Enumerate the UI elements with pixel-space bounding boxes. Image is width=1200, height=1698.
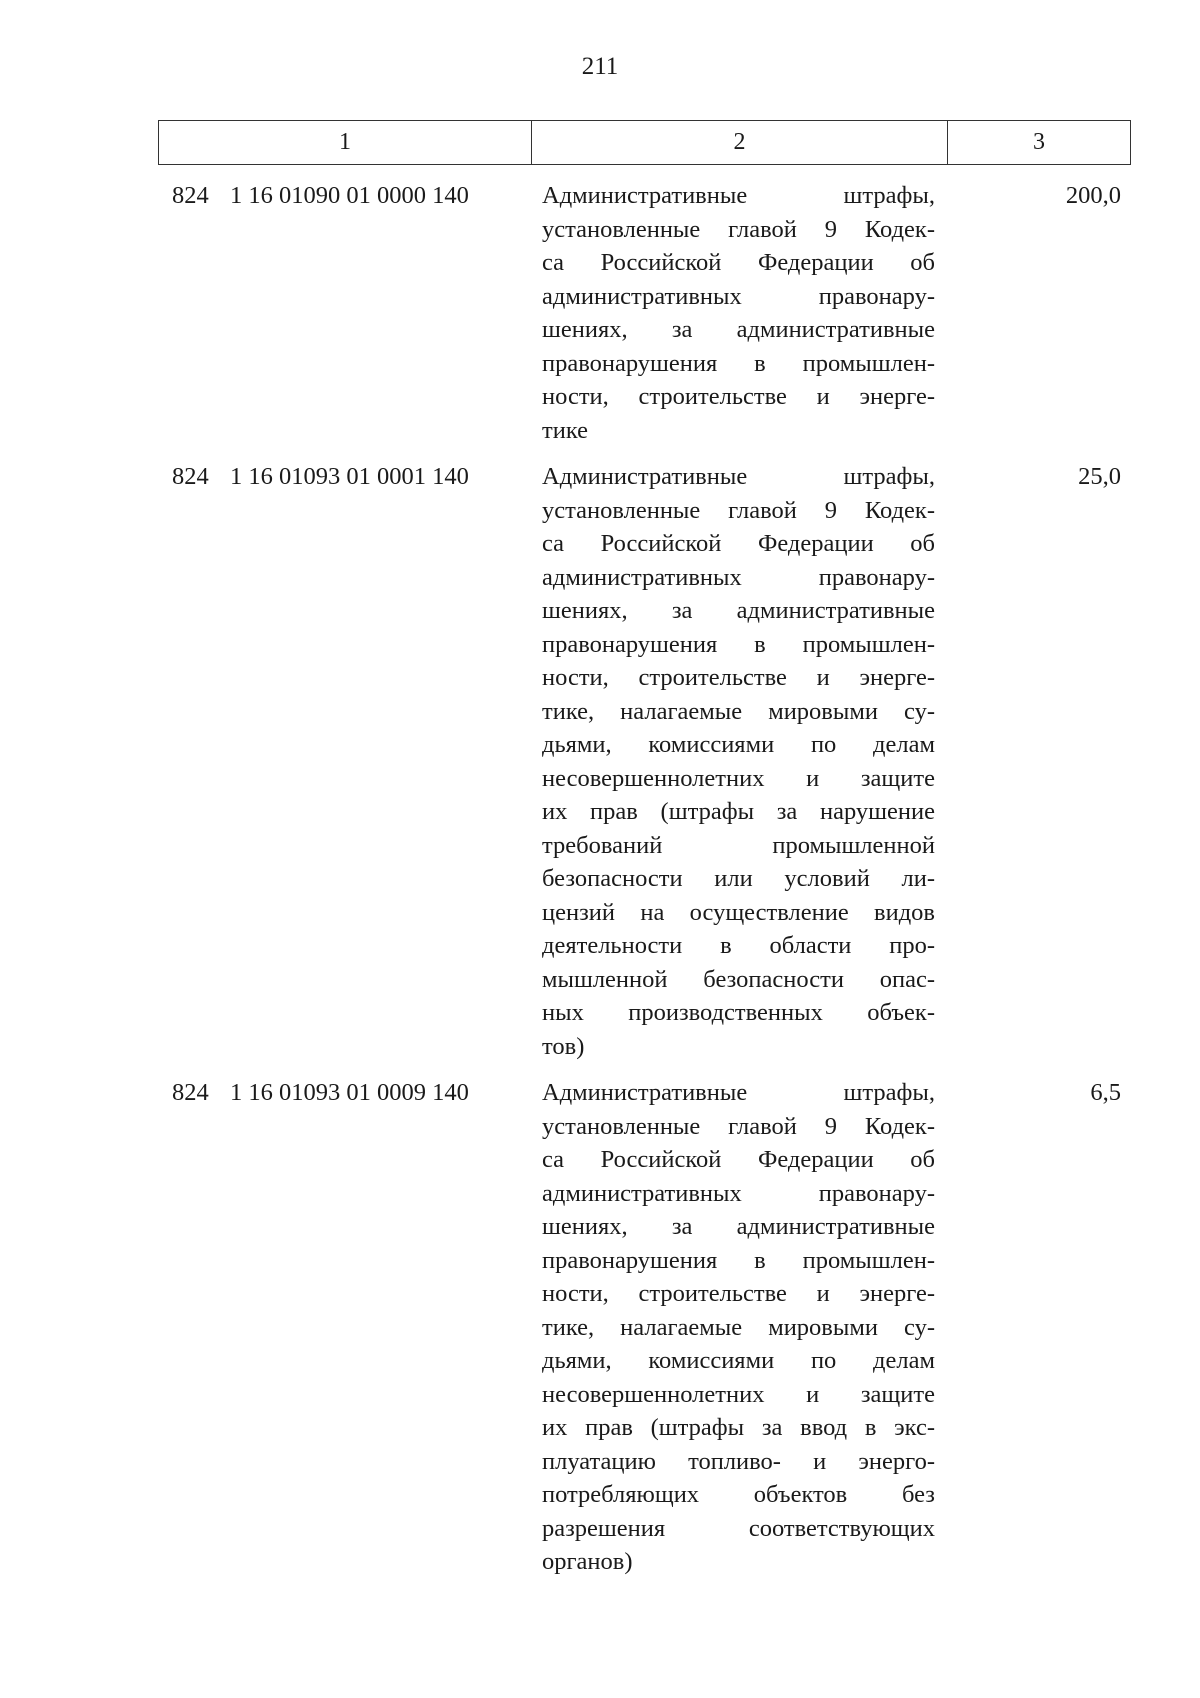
description-line: административных правонару- bbox=[542, 563, 935, 591]
budget-classification-code-cell: 1 16 01093 01 0001 140 bbox=[230, 463, 469, 490]
description-cell bbox=[530, 1076, 945, 1579]
budget-classification-code-cell: 1 16 01090 01 0000 140 bbox=[230, 182, 469, 209]
description-line: тике, налагаемые мировыми су- bbox=[542, 697, 935, 725]
description-line: ности, строительстве и энерге- bbox=[542, 1280, 935, 1307]
description-cell bbox=[530, 460, 945, 1063]
description-line: установленные главой 9 Кодек- bbox=[542, 496, 935, 524]
description-line: ности, строительстве и энерге- bbox=[542, 664, 935, 691]
description-line: тов) bbox=[542, 1032, 585, 1060]
description-line: са Российской Федерации об bbox=[542, 1146, 935, 1173]
description-line: цензий на осуществление видов bbox=[542, 898, 935, 926]
description-line: правонарушения в промышлен- bbox=[542, 349, 935, 377]
description-line: шениях, за административные bbox=[542, 597, 935, 624]
description-line: тике, налагаемые мировыми су- bbox=[542, 1313, 935, 1341]
description-line: административных правонару- bbox=[542, 282, 935, 310]
description-line: ных производственных объек- bbox=[542, 999, 935, 1026]
description-line: несовершеннолетних и защите bbox=[542, 764, 935, 792]
description-line: требований промышленной bbox=[542, 831, 935, 859]
admin-code-cell: 824 bbox=[172, 182, 209, 209]
description-line: деятельности в области про- bbox=[542, 932, 935, 959]
description-line: шениях, за административные bbox=[542, 316, 935, 343]
description-line: правонарушения в промышлен- bbox=[542, 630, 935, 658]
description-line: их прав (штрафы за ввод в экс- bbox=[542, 1414, 935, 1441]
description-line: са Российской Федерации об bbox=[542, 249, 935, 276]
amount-cell: 25,0 bbox=[1078, 463, 1121, 490]
page-number: 211 bbox=[581, 53, 619, 80]
description-line: административных правонару- bbox=[542, 1179, 935, 1207]
table-row bbox=[158, 179, 1131, 447]
table-row bbox=[158, 460, 1131, 1063]
description-line: мышленной безопасности опас- bbox=[542, 965, 935, 993]
description-line: Административные штрафы, bbox=[542, 1079, 935, 1106]
description-line: установленные главой 9 Кодек- bbox=[542, 1112, 935, 1140]
admin-code-cell: 824 bbox=[172, 463, 209, 490]
description-line: плуатацию топливо- и энерго- bbox=[542, 1447, 935, 1475]
description-line: дьями, комиссиями по делам bbox=[542, 1347, 935, 1374]
description-line: потребляющих объектов без bbox=[542, 1481, 935, 1508]
amount-cell: 200,0 bbox=[1065, 182, 1121, 209]
description-line: их прав (штрафы за нарушение bbox=[542, 798, 935, 825]
budget-classification-code-cell: 1 16 01093 01 0009 140 bbox=[230, 1079, 469, 1106]
description-line: шениях, за административные bbox=[542, 1213, 935, 1240]
column-header-2: 2 bbox=[532, 121, 948, 164]
budget-table bbox=[158, 120, 1131, 1579]
column-header-1: 1 bbox=[159, 121, 532, 164]
description-line: ности, строительстве и энерге- bbox=[542, 383, 935, 410]
table-header-row bbox=[158, 120, 1131, 165]
description-line: несовершеннолетних и защите bbox=[542, 1380, 935, 1408]
table-row bbox=[158, 1076, 1131, 1579]
description-cell bbox=[530, 179, 945, 447]
description-line: са Российской Федерации об bbox=[542, 530, 935, 557]
description-line: Административные штрафы, bbox=[542, 182, 935, 209]
admin-code-cell: 824 bbox=[172, 1079, 209, 1106]
description-line: безопасности или условий ли- bbox=[542, 865, 935, 892]
description-line: тике bbox=[542, 416, 588, 444]
description-line: правонарушения в промышлен- bbox=[542, 1246, 935, 1274]
column-header-3: 3 bbox=[1033, 129, 1045, 155]
description-line: Административные штрафы, bbox=[542, 463, 935, 490]
description-line: разрешения соответствующих bbox=[542, 1514, 935, 1542]
description-line: дьями, комиссиями по делам bbox=[542, 731, 935, 758]
description-line: органов) bbox=[542, 1548, 633, 1575]
table-body bbox=[158, 179, 1131, 1579]
amount-cell: 6,5 bbox=[1090, 1079, 1121, 1106]
description-line: установленные главой 9 Кодек- bbox=[542, 215, 935, 243]
